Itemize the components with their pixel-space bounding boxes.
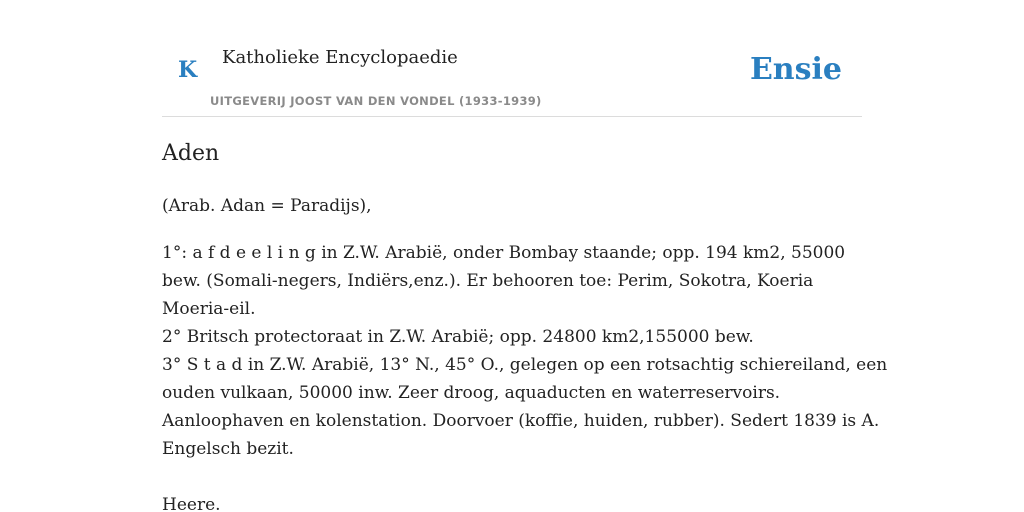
article-line: bew. (Somali-negers, Indiërs,enz.). Er behooren toe: Perim, Sokotra, Koeria [162, 271, 814, 291]
article-line: Engelsch bezit. [162, 439, 294, 459]
article-author: Heere. [162, 495, 221, 512]
book-title[interactable]: Katholieke Encyclopaedie [222, 47, 458, 68]
encyclopedia-logo-icon[interactable]: K [178, 57, 198, 83]
article-body [162, 239, 888, 463]
article-line: Aanloophaven en kolenstation. Doorvoer (koffie, huiden, rubber). Sedert 1839 is A. [162, 411, 880, 431]
article-line: 1°: a f d e e l i n g in Z.W. Arabië, onder Bombay staande; opp. 194 km2, 55000 [162, 243, 846, 263]
article-line: Moeria-eil. [162, 299, 256, 319]
article-line: ouden vulkaan, 50000 inw. Zeer droog, aquaducten en waterreservoirs. [162, 383, 781, 403]
article-line: 3° S t a d in Z.W. Arabië, 13° N., 45° O., gelegen op een rotsachtig schiereiland, een [162, 355, 888, 375]
article-headword: Aden [162, 141, 220, 166]
article-intro: (Arab. Adan = Paradijs), [162, 196, 372, 216]
page [162, 0, 888, 512]
ensie-logo[interactable]: Ensie [749, 52, 842, 87]
article-line: 2° Britsch protectoraat in Z.W. Arabië; opp. 24800 km2,155000 bew. [162, 327, 754, 347]
publisher-label: UITGEVERIJ JOOST VAN DEN VONDEL (1933-1939) [210, 94, 542, 108]
header [162, 0, 862, 117]
